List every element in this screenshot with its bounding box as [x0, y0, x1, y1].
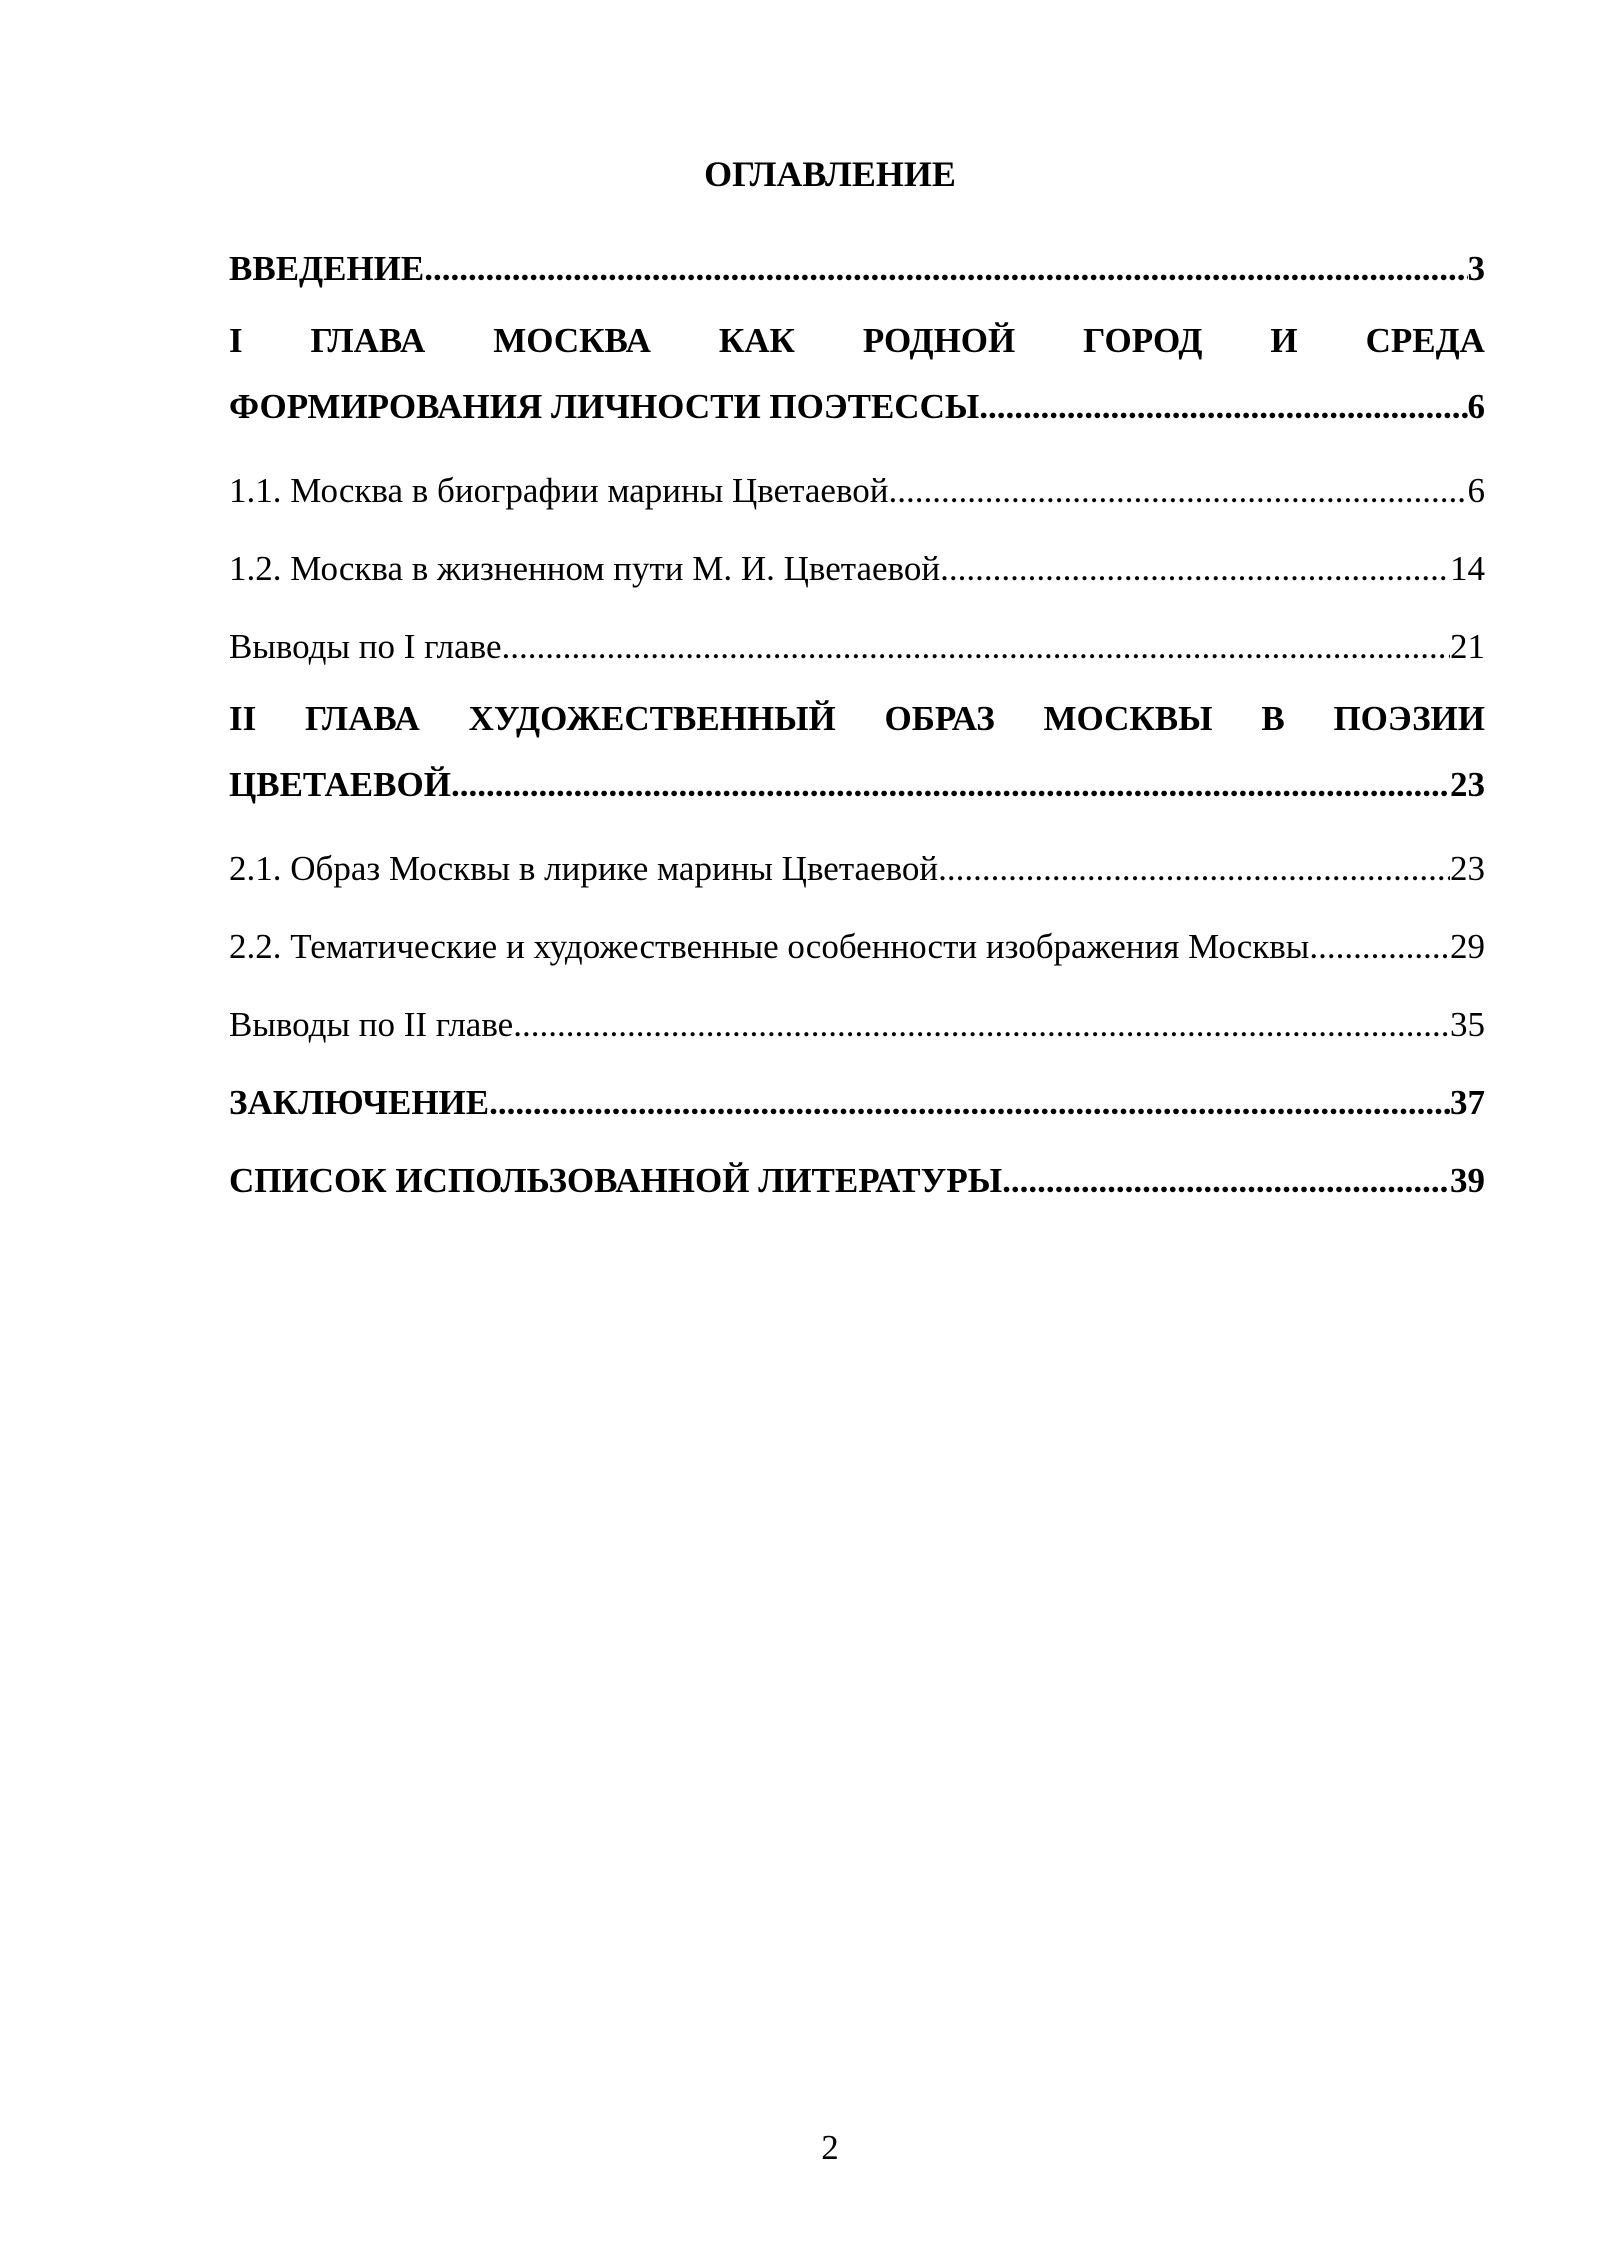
toc-entry-page: 39 — [1450, 1161, 1485, 1200]
toc-entry-chapter-1[interactable] — [229, 308, 1485, 440]
word: II — [229, 699, 257, 738]
toc-heading: ОГЛАВЛЕНИЕ — [704, 154, 956, 194]
word: ПОЭЗИИ — [1333, 699, 1485, 738]
word: МОСКВЫ — [1043, 699, 1213, 738]
toc-entry-page: 14 — [1450, 549, 1485, 588]
toc-entry-title: 2.2. Тематические и художественные особенности изображения Москвы — [229, 927, 1310, 966]
dot-leader — [938, 849, 1450, 889]
toc-entry-section-2-2[interactable] — [229, 908, 1485, 986]
word: ХУДОЖЕСТВЕННЫЙ — [468, 699, 836, 738]
word: ОБРАЗ — [884, 699, 995, 738]
table-of-contents — [229, 230, 1485, 1220]
dot-leader — [1309, 927, 1450, 967]
toc-entry-page: 6 — [1467, 471, 1485, 510]
toc-entry-title: Выводы по II главе — [229, 1005, 514, 1044]
toc-entry-title: ЗАКЛЮЧЕНИЕ — [229, 1083, 490, 1122]
toc-entry-introduction[interactable] — [229, 230, 1485, 308]
dot-leader — [1002, 1161, 1450, 1201]
word: I — [229, 321, 243, 360]
toc-entry-title: СПИСОК ИСПОЛЬЗОВАННОЙ ЛИТЕРАТУРЫ — [229, 1161, 1003, 1200]
toc-entry-page: 35 — [1450, 1005, 1485, 1044]
toc-entry-conclusions-chapter-1[interactable] — [229, 608, 1485, 686]
dot-leader — [979, 387, 1467, 427]
toc-entry-title: Выводы по I главе — [229, 627, 502, 666]
toc-entry-page: 21 — [1450, 627, 1485, 666]
toc-entry-page: 37 — [1450, 1083, 1485, 1122]
dot-leader — [489, 1083, 1450, 1123]
dot-leader — [451, 765, 1450, 805]
toc-entry-title-line-1 — [229, 686, 1485, 752]
toc-entry-title-line-2 — [229, 374, 1485, 440]
word: ГЛАВА — [310, 321, 426, 360]
toc-entry-page: 6 — [1467, 387, 1485, 426]
dot-leader — [502, 627, 1450, 667]
page-number: 2 — [821, 2128, 839, 2167]
toc-entry-chapter-2[interactable] — [229, 686, 1485, 818]
toc-entry-section-1-2[interactable] — [229, 530, 1485, 608]
toc-entry-title-line-1 — [229, 308, 1485, 374]
toc-entry-title: ЦВЕТАЕВОЙ — [229, 765, 451, 804]
toc-entry-title-line-2 — [229, 752, 1485, 818]
word: В — [1261, 699, 1285, 738]
word: И — [1270, 321, 1298, 360]
toc-entry-conclusions-chapter-2[interactable] — [229, 986, 1485, 1064]
dot-leader — [513, 1005, 1450, 1045]
toc-entry-title: 2.1. Образ Москвы в лирике марины Цветаевой — [229, 849, 939, 888]
toc-entry-page: 23 — [1450, 765, 1485, 804]
toc-entry-page: 3 — [1467, 249, 1485, 288]
toc-entry-title: ФОРМИРОВАНИЯ ЛИЧНОСТИ ПОЭТЕССЫ — [229, 387, 980, 426]
dot-leader — [888, 471, 1467, 511]
toc-entry-title: 1.2. Москва в жизненном пути М. И. Цветаевой — [229, 549, 941, 588]
toc-entry-references[interactable] — [229, 1142, 1485, 1220]
word: ГОРОД — [1083, 321, 1203, 360]
toc-entry-section-1-1[interactable] — [229, 452, 1485, 530]
toc-entry-title: ВВЕДЕНИЕ — [229, 249, 425, 288]
toc-entry-page: 23 — [1450, 849, 1485, 888]
word: СРЕДА — [1365, 321, 1485, 360]
word: КАК — [718, 321, 795, 360]
toc-entry-conclusion[interactable] — [229, 1064, 1485, 1142]
word: МОСКВА — [493, 321, 651, 360]
word: РОДНОЙ — [862, 321, 1016, 360]
toc-entry-title: 1.1. Москва в биографии марины Цветаевой — [229, 471, 889, 510]
toc-entry-section-2-1[interactable] — [229, 830, 1485, 908]
word: ГЛАВА — [305, 699, 420, 738]
dot-leader — [940, 549, 1450, 589]
dot-leader — [424, 249, 1467, 289]
toc-entry-page: 29 — [1450, 927, 1485, 966]
